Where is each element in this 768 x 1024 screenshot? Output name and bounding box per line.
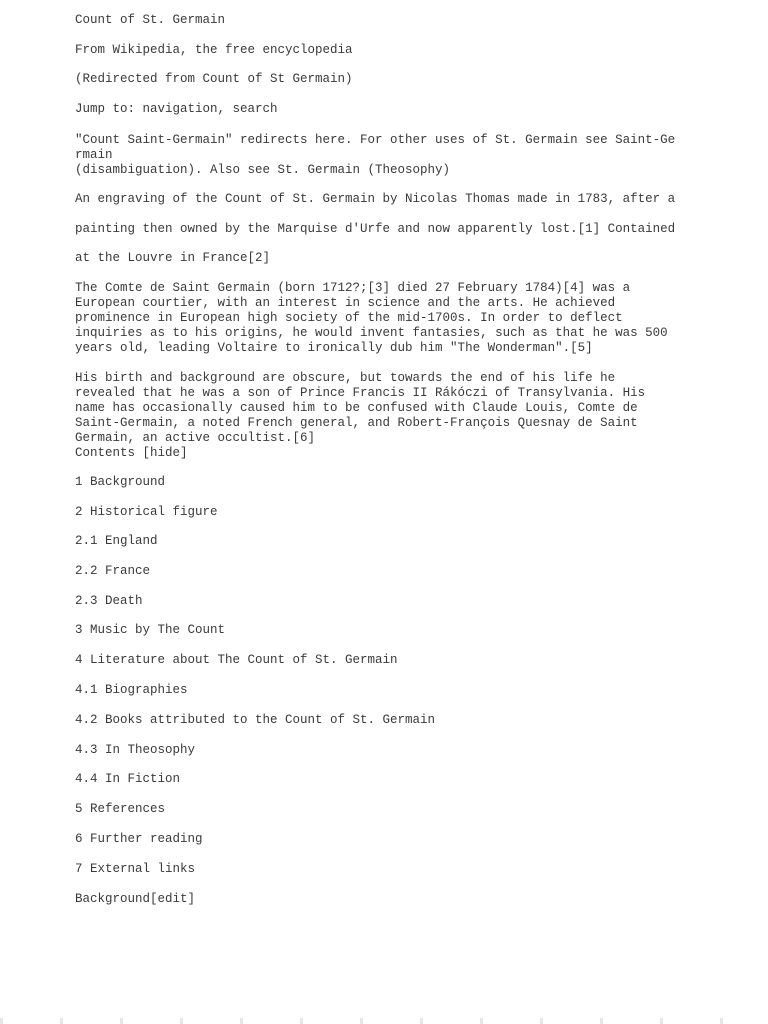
background-paragraph [75, 371, 675, 461]
hatnote-line: "Count Saint-Germain" redirects here. For other uses of St. Germain see Saint-Ge [75, 133, 676, 147]
paragraph-line: inquiries as to his origins, he would invent fantasies, such as that he was 500 [75, 326, 668, 340]
paragraph-line: His birth and background are obscure, but towards the end of his life he [75, 371, 616, 385]
paragraph-line: name has occasionally caused him to be confused with Claude Louis, Comte de [75, 401, 638, 415]
toc-item[interactable]: 2.1 England [75, 534, 158, 548]
hatnote-line: (disambiguation). Also see St. Germain (Theosophy) [75, 163, 451, 177]
toc-item[interactable]: 1 Background [75, 475, 166, 489]
paragraph-line: Saint-Germain, a noted French general, and Robert-François Quesnay de Saint [75, 416, 638, 430]
redirect-note: (Redirected from Count of St Germain) [75, 72, 353, 86]
paragraph-line: revealed that he was a son of Prince Francis II Rákóczi of Transylvania. His [75, 386, 646, 400]
source-line: From Wikipedia, the free encyclopedia [75, 43, 353, 57]
toc-item[interactable]: 2.2 France [75, 564, 151, 578]
toc-item[interactable]: 4.4 In Fiction [75, 772, 181, 786]
image-caption-line: painting then owned by the Marquise d'Urfe and now apparently lost.[1] Contained [75, 222, 676, 236]
toc-item[interactable]: 7 External links [75, 862, 196, 876]
toc-item[interactable]: 4.1 Biographies [75, 683, 188, 697]
image-caption-line: at the Louvre in France[2] [75, 251, 271, 265]
paragraph-line: European courtier, with an interest in science and the arts. He achieved [75, 296, 616, 310]
image-caption-line: An engraving of the Count of St. Germain by Nicolas Thomas made in 1783, after a [75, 192, 676, 206]
toc-item[interactable]: 3 Music by The Count [75, 623, 226, 637]
toc-item[interactable]: 4.2 Books attributed to the Count of St. Germain [75, 713, 436, 727]
paragraph-line: Germain, an active occultist.[6] [75, 431, 316, 445]
section-heading-background[interactable]: Background[edit] [75, 892, 196, 906]
jump-links[interactable]: Jump to: navigation, search [75, 102, 278, 116]
intro-paragraph [75, 281, 675, 356]
toc-item[interactable]: 2 Historical figure [75, 505, 218, 519]
next-page-edge [0, 1018, 768, 1024]
toc-item[interactable]: 5 References [75, 802, 166, 816]
page-title: Count of St. Germain [75, 13, 226, 27]
contents-header[interactable]: Contents [hide] [75, 446, 188, 460]
paragraph-line: prominence in European high society of the mid-1700s. In order to deflect [75, 311, 623, 325]
toc-item[interactable]: 6 Further reading [75, 832, 203, 846]
hatnote [75, 133, 675, 178]
toc-item[interactable]: 4 Literature about The Count of St. Germain [75, 653, 398, 667]
toc-item[interactable]: 4.3 In Theosophy [75, 743, 196, 757]
paragraph-line: The Comte de Saint Germain (born 1712?;[3] died 27 February 1784)[4] was a [75, 281, 631, 295]
toc-item[interactable]: 2.3 Death [75, 594, 143, 608]
hatnote-line: rmain [75, 148, 113, 162]
paragraph-line: years old, leading Voltaire to ironically dub him "The Wonderman".[5] [75, 341, 593, 355]
